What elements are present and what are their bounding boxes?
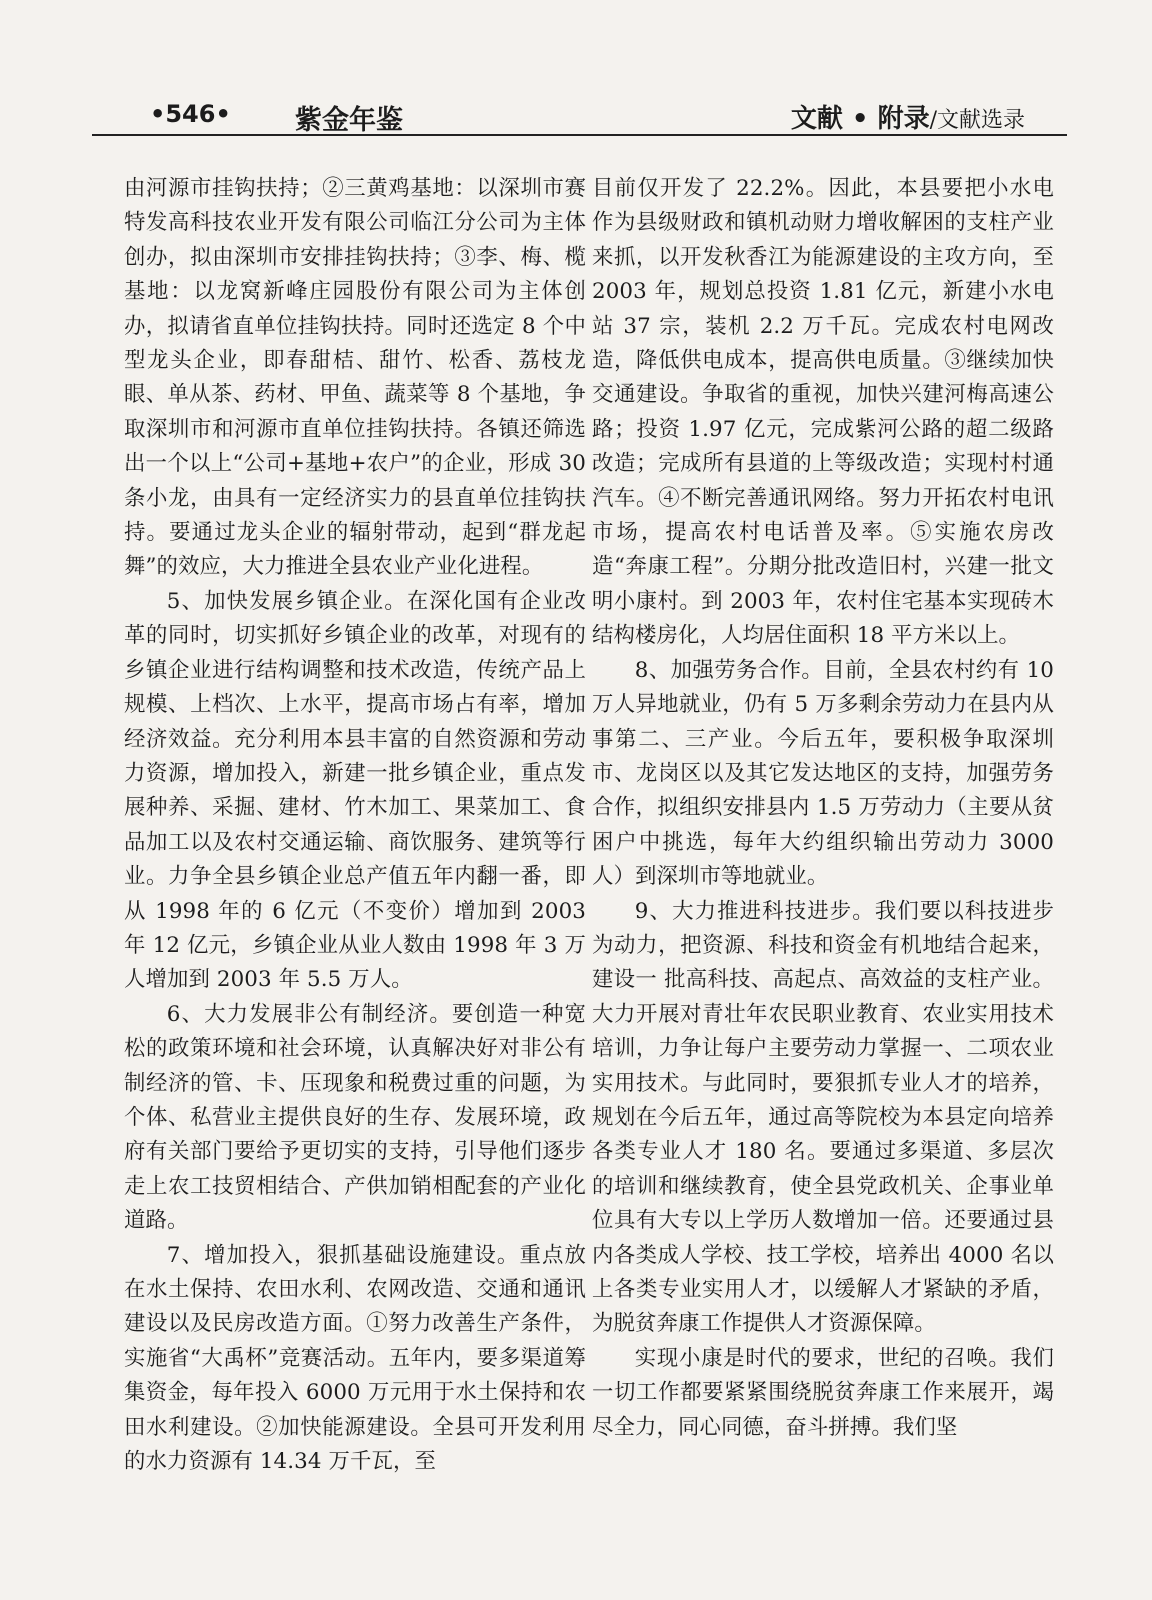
- paragraph-closing: 实现小康是时代的要求，世纪的召唤。我们一切工作都要紧紧围绕脱贫奔康工作来展开，竭尽全力，同心同德，奋斗拼搏。我们坚: [592, 1345, 1054, 1440]
- book-title: 紫金年鉴: [295, 105, 403, 136]
- paragraph-item-9: 9、大力推进科技进步。我们要以科技进步为动力，把资源、科技和资金有机地结合起来，建设一 批高科技、高起点、高效益的支柱产业。大力开展对青壮年农民职业教育、农业实用技术培训，力争让每户主要劳动力掌握一、二项农业实用技术。与此同时，要狠抓专业人才的培养，规划在今后五年，通过高等院校为本县定向培养各类专业人才 180 名。要通过多渠道、多层次的培训和继续教育，使全县党政机关、企事业单位具有大专以上学历人数增加一倍。还要通过县内各类成人学校、技工学校，培养出 4000 名以上各类专业实用人才，以缓解人才紧缺的矛盾，为脱贫奔康工作提供人才资源保障。: [592, 898, 1054, 1337]
- paragraph: 目前仅开发了 22.2%。因此，本县要把小水电作为县级财政和镇机动财力增收解困的支柱产业来抓，以开发秋香江为能源建设的主攻方向，至 2003 年，规划总投资 1.81 亿元，新建小水电站 37 宗，装机 2.2 万千瓦。完成农村电网改造，降低供电成本，提高供电质量。③继续加快交通建设。争取省的重视，加快兴建河梅高速公路；投资 1.97 亿元，完成紫河公路的超二级路改造；完成所有县道的上等级改造；实现村村通汽车。④不断完善通讯网络。努力开拓农村电讯市场，提高农村电话普及率。⑤实施农房改造“奔康工程”。分期分批改造旧村，兴建一批文明小康村。到 2003 年，农村住宅基本实现砖木结构楼房化，人均居住面积 18 平方米以上。: [592, 176, 1054, 649]
- header-divider: [92, 134, 1067, 136]
- section-title: [791, 98, 1025, 135]
- paragraph-item-7: 7、增加投入，狠抓基础设施建设。重点放在水土保持、农田水利、农网改造、交通和通讯建设以及民房改造方面。①努力改善生产条件，实施省“大禹杯”竞赛活动。五年内，要多渠道筹集资金，每年投入 6000 万元用于水土保持和农田水利建设。②加快能源建设。全县可开发利用的水力资源有 14.34 万千瓦，至: [124, 1242, 586, 1475]
- page-header: [90, 92, 1065, 138]
- right-column: [592, 172, 1054, 1445]
- left-column: [124, 172, 586, 1479]
- subsection-name: /文献选录: [929, 108, 1025, 133]
- section-name: 文献 • 附录: [790, 104, 930, 134]
- paragraph-item-8: 8、加强劳务合作。目前，全县农村约有 10 万人异地就业，仍有 5 万多剩余劳动力在县内从事第二、三产业。今后五年，要积极争取深圳市、龙岗区以及其它发达地区的支持，加强劳务合作，拟组织安排县内 1.5 万劳动力（主要从贫困户中挑选，每年大约组织输出劳动力 3000 人）到深圳市等地就业。: [592, 657, 1054, 890]
- paragraph-item-6: 6、大力发展非公有制经济。要创造一种宽松的政策环境和社会环境，认真解决好对非公有制经济的管、卡、压现象和税费过重的问题，为个体、私营业主提供良好的生存、发展环境，政府有关部门要给予更切实的支持，引导他们逐步走上农工技贸相结合、产供加销相配套的产业化道路。: [124, 1001, 586, 1234]
- page-number: •546•: [150, 100, 231, 128]
- paragraph: 由河源市挂钩扶持；②三黄鸡基地：以深圳市赛特发高科技农业开发有限公司临江分公司为主体创办，拟由深圳市安排挂钩扶持；③李、梅、榄基地：以龙窝新峰庄园股份有限公司为主体创办，拟请省直单位挂钩扶持。同时还选定 8 个中型龙头企业，即春甜桔、甜竹、松香、荔枝龙眼、单从茶、药材、甲鱼、蔬菜等 8 个基地，争取深圳市和河源市直单位挂钩扶持。各镇还筛选出一个以上“公司+基地+农户”的企业，形成 30 条小龙，由具有一定经济实力的县直单位挂钩扶持。要通过龙头企业的辐射带动，起到“群龙起舞”的效应，大力推进全县农业产业化进程。: [124, 176, 586, 580]
- paragraph-item-5: 5、加快发展乡镇企业。在深化国有企业改革的同时，切实抓好乡镇企业的改革，对现有的乡镇企业进行结构调整和技术改造，传统产品上规模、上档次、上水平，提高市场占有率，增加经济效益。充分利用本县丰富的自然资源和劳动力资源，增加投入，新建一批乡镇企业，重点发展种养、采掘、建材、竹木加工、果菜加工、食品加工以及农村交通运输、商饮服务、建筑等行业。力争全县乡镇企业总产值五年内翻一番，即从 1998 年的 6 亿元（不变价）增加到 2003 年 12 亿元，乡镇企业从业人数由 1998 年 3 万人增加到 2003 年 5.5 万人。: [124, 588, 586, 993]
